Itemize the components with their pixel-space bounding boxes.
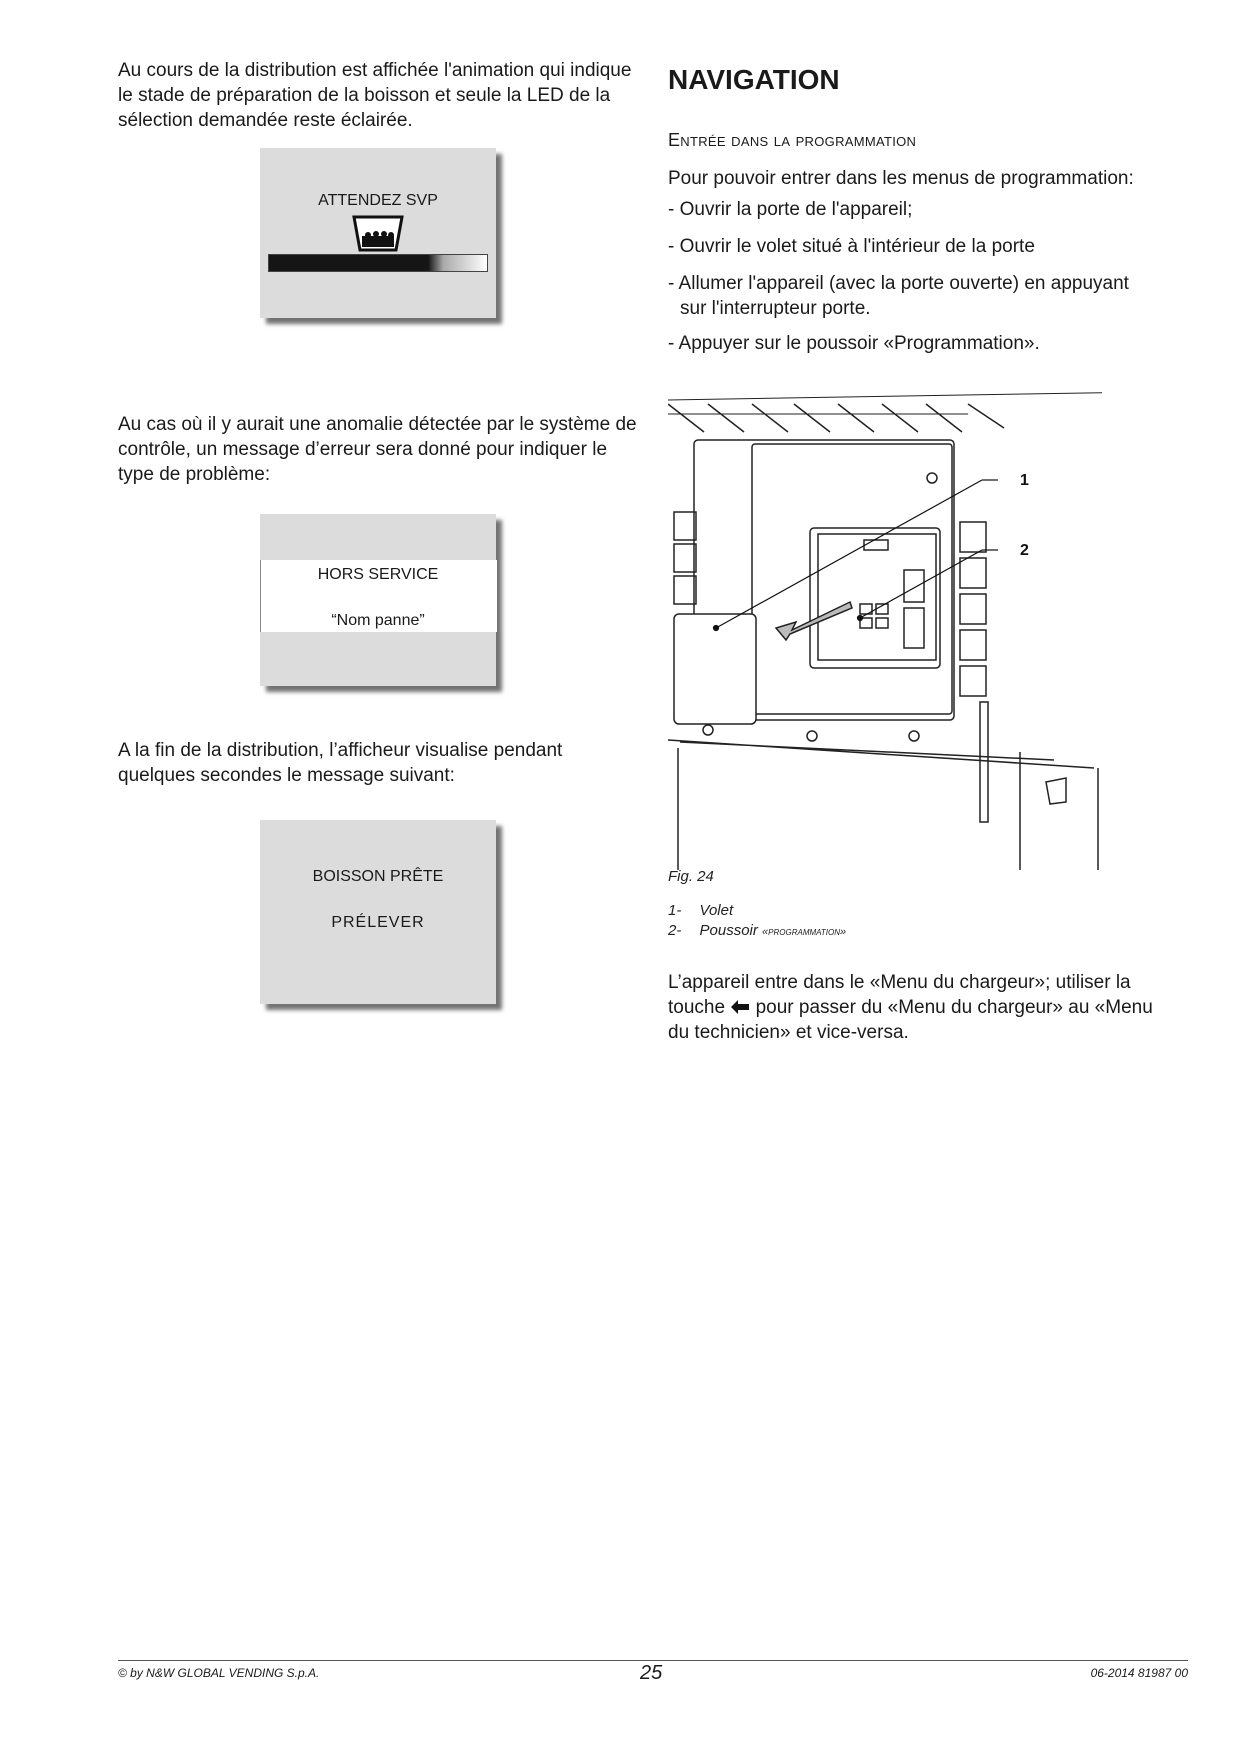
lead-paragraph: Pour pouvoir entrer dans les menus de programmation: (668, 168, 1134, 189)
legend-text-2: Poussoir (699, 922, 758, 939)
legend-item-2 (668, 922, 846, 939)
subsection-title: Entrée dans la programmation (668, 130, 917, 150)
callout-2: 2 (1020, 542, 1029, 559)
intro-paragraph: Au cours de la distribution est affichée l'animation qui indique le stade de préparation de la boisson et seule la LED de la sélection demandée reste éclairée. (118, 60, 632, 131)
step-4: - Appuyer sur le poussoir «Programmation». (668, 333, 1040, 354)
step-2: - Ouvrir le volet situé à l'intérieur de la porte (668, 236, 1035, 257)
display-wait-screen (260, 148, 496, 318)
end-paragraph: A la fin de la distribution, l’afficheur visualise pendant quelques secondes le message suivant: (118, 740, 563, 786)
step-3: - Allumer l'appareil (avec la porte ouverte) en appuyant (668, 273, 1129, 294)
closing-text-b: pour passer du «Menu du chargeur» au «Menu du technicien» et vice-versa. (668, 997, 1153, 1043)
error-title: HORS SERVICE (317, 566, 439, 583)
callout-1: 1 (1020, 472, 1029, 489)
cup-icon (348, 214, 408, 254)
step-1: - Ouvrir la porte de l'appareil; (668, 199, 913, 220)
display-ready-screen (260, 820, 496, 1004)
wait-message: ATTENDEZ SVP (318, 192, 438, 209)
step-3-cont: sur l'interrupteur porte. (680, 298, 871, 319)
legend-item-1 (668, 902, 733, 919)
section-title: NAVIGATION (668, 64, 840, 95)
closing-paragraph (668, 970, 1158, 1045)
footer-code: 06-2014 81987 00 (1090, 1666, 1188, 1680)
figure-caption: Fig. 24 (668, 868, 714, 885)
closing-text-a: L’appareil entre dans le «Menu du chargeur»; utiliser la touche (668, 972, 1131, 1018)
ready-line1: BOISSON PRÊTE (312, 868, 444, 885)
machine-diagram (668, 392, 1102, 870)
legend-num-1: 1- (668, 902, 682, 919)
back-arrow-icon (730, 999, 750, 1015)
legend-text-1: Volet (699, 902, 734, 919)
legend-extra-2: «programmation» (762, 926, 847, 938)
legend-num-2: 2- (668, 922, 682, 939)
error-name: “Nom panne” (331, 612, 425, 629)
page-number: 25 (640, 1662, 663, 1684)
anomaly-paragraph: Au cas où il y aurait une anomalie détectée par le système de contrôle, un message d’erreur sera donné pour indiquer le type de problème: (118, 414, 637, 485)
display-error-screen (260, 514, 496, 686)
footer-copyright: © by N&W GLOBAL VENDING S.p.A. (118, 1666, 320, 1680)
footer-rule (118, 1660, 1188, 1661)
ready-line2: PRÉLEVER (331, 914, 425, 931)
progress-bar (268, 254, 488, 272)
